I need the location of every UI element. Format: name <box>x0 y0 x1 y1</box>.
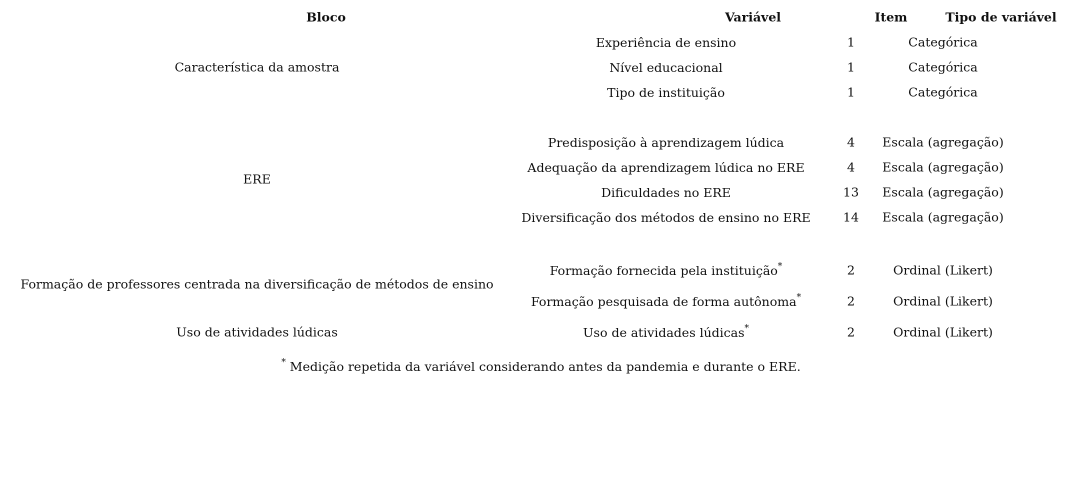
item-count: 1 <box>847 34 855 50</box>
footnote-mark: * <box>744 324 750 334</box>
variable-name <box>583 324 749 340</box>
footnote-text: Medição repetida da variável considerando antes da pandemia e durante o ERE. <box>285 359 801 374</box>
header-variavel: Variável <box>724 9 782 25</box>
variable-name <box>601 184 731 200</box>
item-count: 1 <box>847 84 855 100</box>
item-count: 13 <box>843 184 859 200</box>
block-label: Formação de professores centrada na diversificação de métodos de ensino <box>20 276 494 292</box>
variable-text: Predisposição à aprendizagem lúdica <box>547 135 785 150</box>
variable-type: Categórica <box>908 34 978 50</box>
block-label: Uso de atividades lúdicas <box>176 324 338 340</box>
item-count: 1 <box>847 59 855 75</box>
variable-text: Diversificação dos métodos de ensino no ERE <box>521 210 811 225</box>
variable-text: Uso de atividades lúdicas <box>582 325 745 340</box>
item-count: 4 <box>847 159 855 175</box>
variable-type: Escala (agregação) <box>882 209 1004 225</box>
variable-name <box>609 59 722 75</box>
item-count: 14 <box>843 209 859 225</box>
header-item: Item <box>874 9 908 25</box>
variable-text: Experiência de ensino <box>595 35 737 50</box>
variable-type: Escala (agregação) <box>882 134 1004 150</box>
footnote-mark: * <box>281 358 286 368</box>
item-count: 2 <box>847 324 855 340</box>
variable-name <box>531 293 801 309</box>
variable-text: Nível educacional <box>609 60 723 75</box>
item-count: 2 <box>847 293 855 309</box>
variable-type: Ordinal (Likert) <box>893 324 993 340</box>
footnote-mark: * <box>777 262 783 272</box>
footnote <box>281 358 800 374</box>
header-tipo: Tipo de variável <box>945 9 1057 25</box>
block-label: ERE <box>243 171 271 187</box>
block-label: Característica da amostra <box>174 59 340 75</box>
variable-text: Adequação da aprendizagem lúdica no ERE <box>527 160 805 175</box>
item-count: 2 <box>847 262 855 278</box>
variable-name <box>596 34 736 50</box>
variable-type: Escala (agregação) <box>882 159 1004 175</box>
variable-name <box>521 209 810 225</box>
variable-text: Formação pesquisada de forma autônoma <box>530 294 797 309</box>
variable-type: Categórica <box>908 59 978 75</box>
variable-name <box>548 134 784 150</box>
variable-type: Ordinal (Likert) <box>893 293 993 309</box>
header-bloco: Bloco <box>306 9 346 25</box>
variable-type: Escala (agregação) <box>882 184 1004 200</box>
item-count: 4 <box>847 134 855 150</box>
variable-text: Dificuldades no ERE <box>601 185 731 200</box>
variable-type: Categórica <box>908 84 978 100</box>
variable-type: Ordinal (Likert) <box>893 262 993 278</box>
variable-text: Tipo de instituição <box>607 85 725 100</box>
footnote-mark: * <box>796 293 802 303</box>
variable-name <box>550 262 783 278</box>
variable-text: Formação fornecida pela instituição <box>549 263 778 278</box>
variable-name <box>607 84 725 100</box>
variable-name <box>527 159 804 175</box>
